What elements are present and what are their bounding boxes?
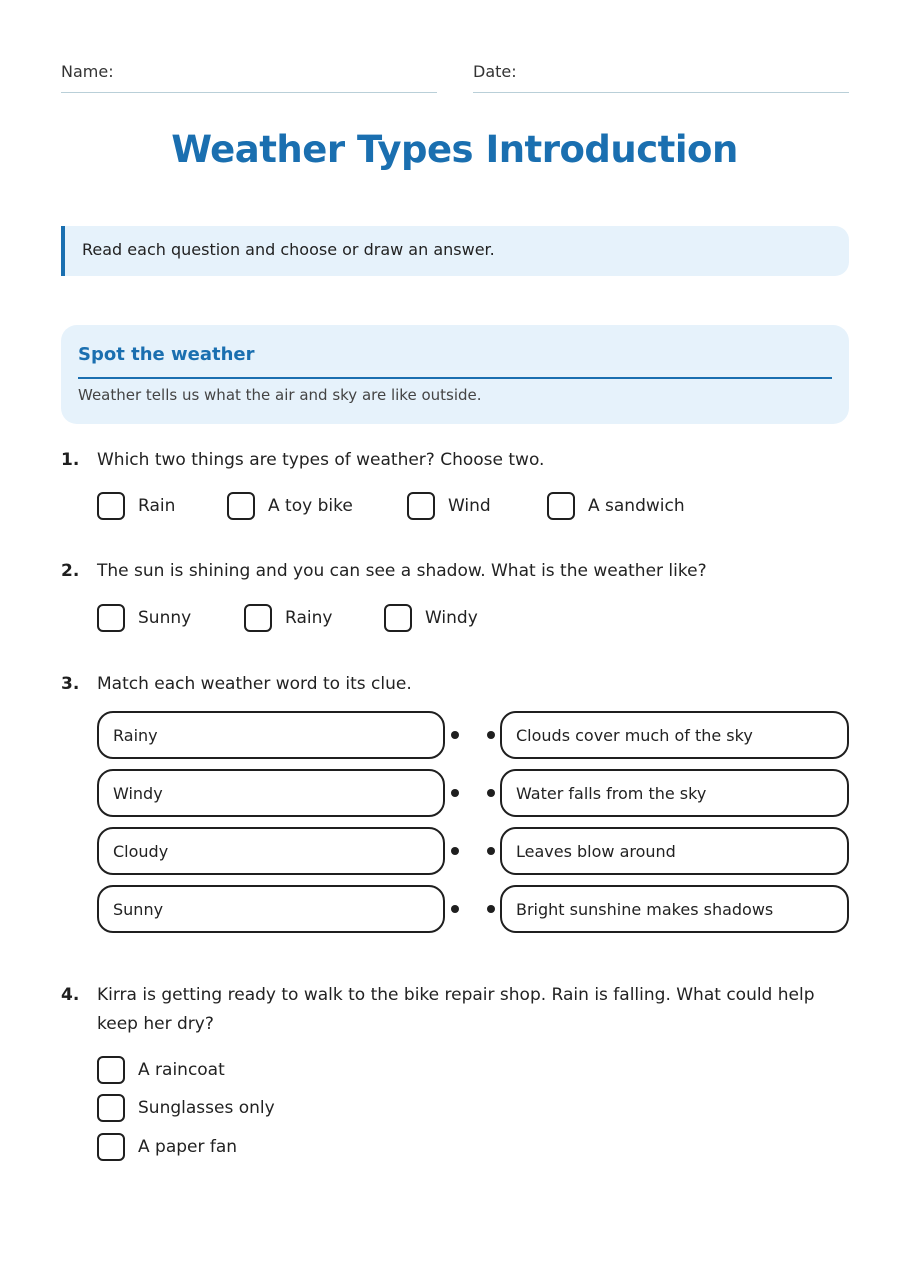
q2-option-sunny[interactable] (97, 602, 191, 634)
match-dot-right[interactable] (487, 789, 495, 797)
q1-option-wind[interactable] (407, 490, 491, 522)
q4-option-paper-fan[interactable] (97, 1131, 237, 1163)
question-4-number: 4. (61, 985, 80, 1005)
checkbox[interactable] (97, 1094, 125, 1122)
option-label: Rain (138, 496, 176, 516)
option-label: Sunny (138, 608, 192, 628)
match-left-windy[interactable]: Windy (97, 769, 445, 817)
instructions-box (61, 226, 849, 276)
option-label: Wind (448, 496, 491, 516)
match-dot-left[interactable] (451, 731, 459, 739)
checkbox[interactable] (384, 604, 412, 632)
checkbox[interactable] (547, 492, 575, 520)
instructions-text: Read each question and choose or draw an answer. (82, 240, 495, 259)
question-2-text: The sun is shining and you can see a shadow. What is the weather like? (97, 561, 707, 581)
match-dot-left[interactable] (451, 905, 459, 913)
option-label: A raincoat (138, 1060, 225, 1080)
checkbox[interactable] (97, 1056, 125, 1084)
match-right-clouds[interactable]: Clouds cover much of the sky (500, 711, 849, 759)
question-1-text: Which two things are types of weather? Choose two. (97, 450, 545, 470)
checkbox[interactable] (407, 492, 435, 520)
checkbox[interactable] (97, 604, 125, 632)
checkbox[interactable] (97, 492, 125, 520)
match-dot-right[interactable] (487, 905, 495, 913)
q1-option-sandwich[interactable] (547, 490, 685, 522)
name-field[interactable] (61, 62, 437, 93)
match-right-sunshine[interactable]: Bright sunshine makes shadows (500, 885, 849, 933)
section-divider (78, 377, 832, 379)
section-description: Weather tells us what the air and sky are like outside. (78, 386, 482, 404)
date-field[interactable] (473, 62, 849, 93)
q4-option-sunglasses[interactable] (97, 1092, 275, 1124)
option-label: Rainy (285, 608, 333, 628)
match-dot-right[interactable] (487, 731, 495, 739)
option-label: Sunglasses only (138, 1098, 275, 1118)
option-label: Windy (425, 608, 478, 628)
checkbox[interactable] (227, 492, 255, 520)
date-label: Date: (473, 62, 517, 81)
question-1-number: 1. (61, 450, 80, 470)
q1-option-rain[interactable] (97, 490, 175, 522)
match-right-water[interactable]: Water falls from the sky (500, 769, 849, 817)
name-label: Name: (61, 62, 114, 81)
page-title: Weather Types Introduction (171, 128, 738, 171)
q1-option-toy-bike[interactable] (227, 490, 353, 522)
match-dot-left[interactable] (451, 789, 459, 797)
question-4-text: Kirra is getting ready to walk to the bike repair shop. Rain is falling. What could help keep her dry? (97, 985, 815, 1034)
match-left-rainy[interactable]: Rainy (97, 711, 445, 759)
option-label: A paper fan (138, 1137, 238, 1157)
question-3-text: Match each weather word to its clue. (97, 674, 412, 694)
q2-option-rainy[interactable] (244, 602, 332, 634)
checkbox[interactable] (244, 604, 272, 632)
match-right-leaves[interactable]: Leaves blow around (500, 827, 849, 875)
option-label: A sandwich (588, 496, 685, 516)
checkbox[interactable] (97, 1133, 125, 1161)
section-box (61, 325, 849, 424)
question-2-number: 2. (61, 561, 80, 581)
q2-option-windy[interactable] (384, 602, 478, 634)
q4-option-raincoat[interactable] (97, 1054, 225, 1086)
match-left-sunny[interactable]: Sunny (97, 885, 445, 933)
match-left-cloudy[interactable]: Cloudy (97, 827, 445, 875)
question-3-number: 3. (61, 674, 80, 694)
section-title: Spot the weather (78, 344, 255, 365)
match-dot-right[interactable] (487, 847, 495, 855)
option-label: A toy bike (268, 496, 353, 516)
match-dot-left[interactable] (451, 847, 459, 855)
